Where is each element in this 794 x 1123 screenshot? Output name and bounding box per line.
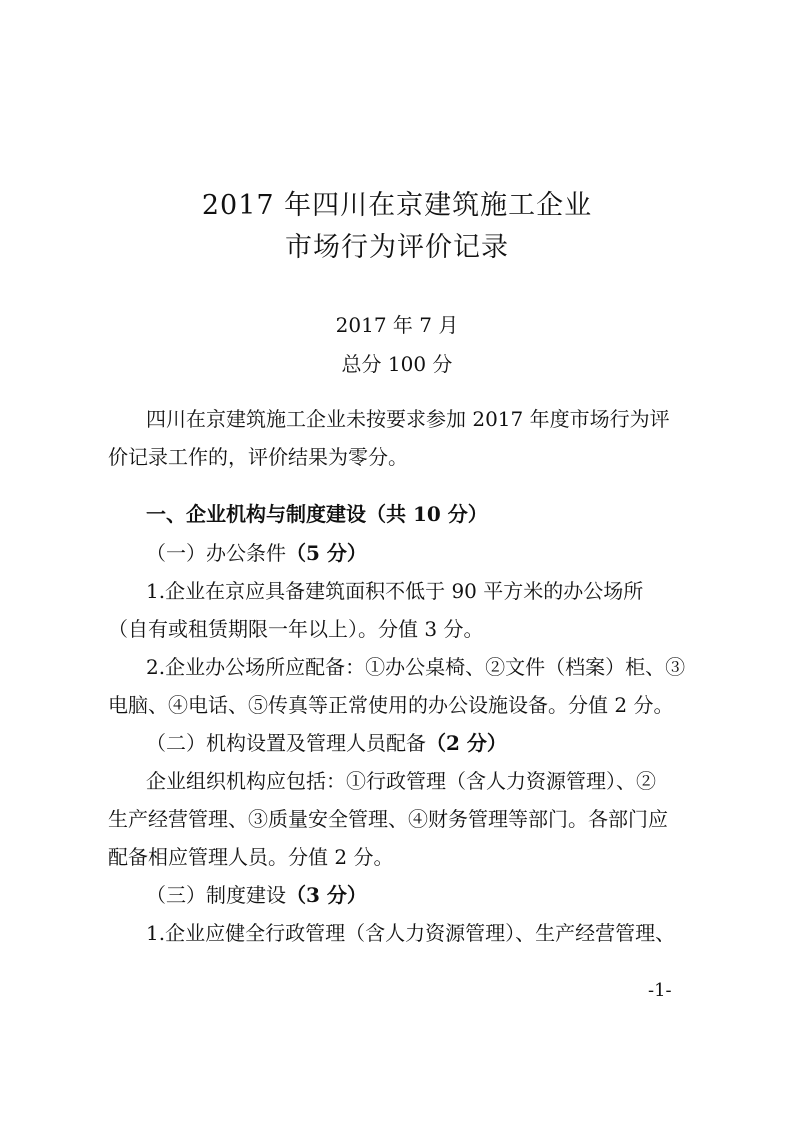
subsection-1-item-2-line-1: 2.企业办公场所应配备：①办公桌椅、②文件（档案）柜、③ (146, 655, 686, 679)
subsection-2-score: （2 分） (426, 731, 507, 755)
total-score: 总分 100 分 (341, 352, 453, 376)
page-number: -1- (648, 980, 672, 1001)
intro-line-1: 四川在京建筑施工企业未按要求参加 2017 年度市场行为评 (146, 407, 670, 431)
subsection-2-line-2: 生产经营管理、③质量安全管理、④财务管理等部门。各部门应 (108, 807, 668, 831)
subsection-3-title: （三）制度建设 (146, 883, 286, 907)
subsection-3-item-1-line-1: 1.企业应健全行政管理（含人力资源管理）、生产经营管理、 (146, 921, 676, 945)
document-date: 2017 年 7 月 (335, 313, 459, 337)
subsection-3-heading (146, 881, 367, 909)
subsection-2-heading (146, 729, 507, 757)
document-title-line-2: 市场行为评价记录 (285, 232, 509, 263)
section-1-heading: 一、企业机构与制度建设（共 10 分） (146, 502, 488, 526)
intro-line-2: 价记录工作的，评价结果为零分。 (108, 445, 408, 469)
subsection-2-line-1: 企业组织机构应包括：①行政管理（含人力资源管理）、② (146, 769, 656, 793)
subsection-1-item-1-line-2: （自有或租赁期限一年以上）。分值 3 分。 (108, 617, 484, 641)
subsection-2-title: （二）机构设置及管理人员配备 (146, 731, 426, 755)
subsection-2-line-3: 配备相应管理人员。分值 2 分。 (108, 845, 394, 869)
subsection-1-item-1-line-1: 1.企业在京应具备建筑面积不低于 90 平方米的办公场所 (146, 579, 644, 603)
subsection-1-heading (146, 539, 367, 567)
subsection-1-item-2-line-2: 电脑、④电话、⑤传真等正常使用的办公设施设备。分值 2 分。 (108, 693, 674, 717)
document-title-line-1: 2017 年四川在京建筑施工企业 (201, 190, 593, 221)
subsection-3-score: （3 分） (286, 883, 367, 907)
subsection-1-score: （5 分） (286, 541, 367, 565)
subsection-1-title: （一）办公条件 (146, 541, 286, 565)
